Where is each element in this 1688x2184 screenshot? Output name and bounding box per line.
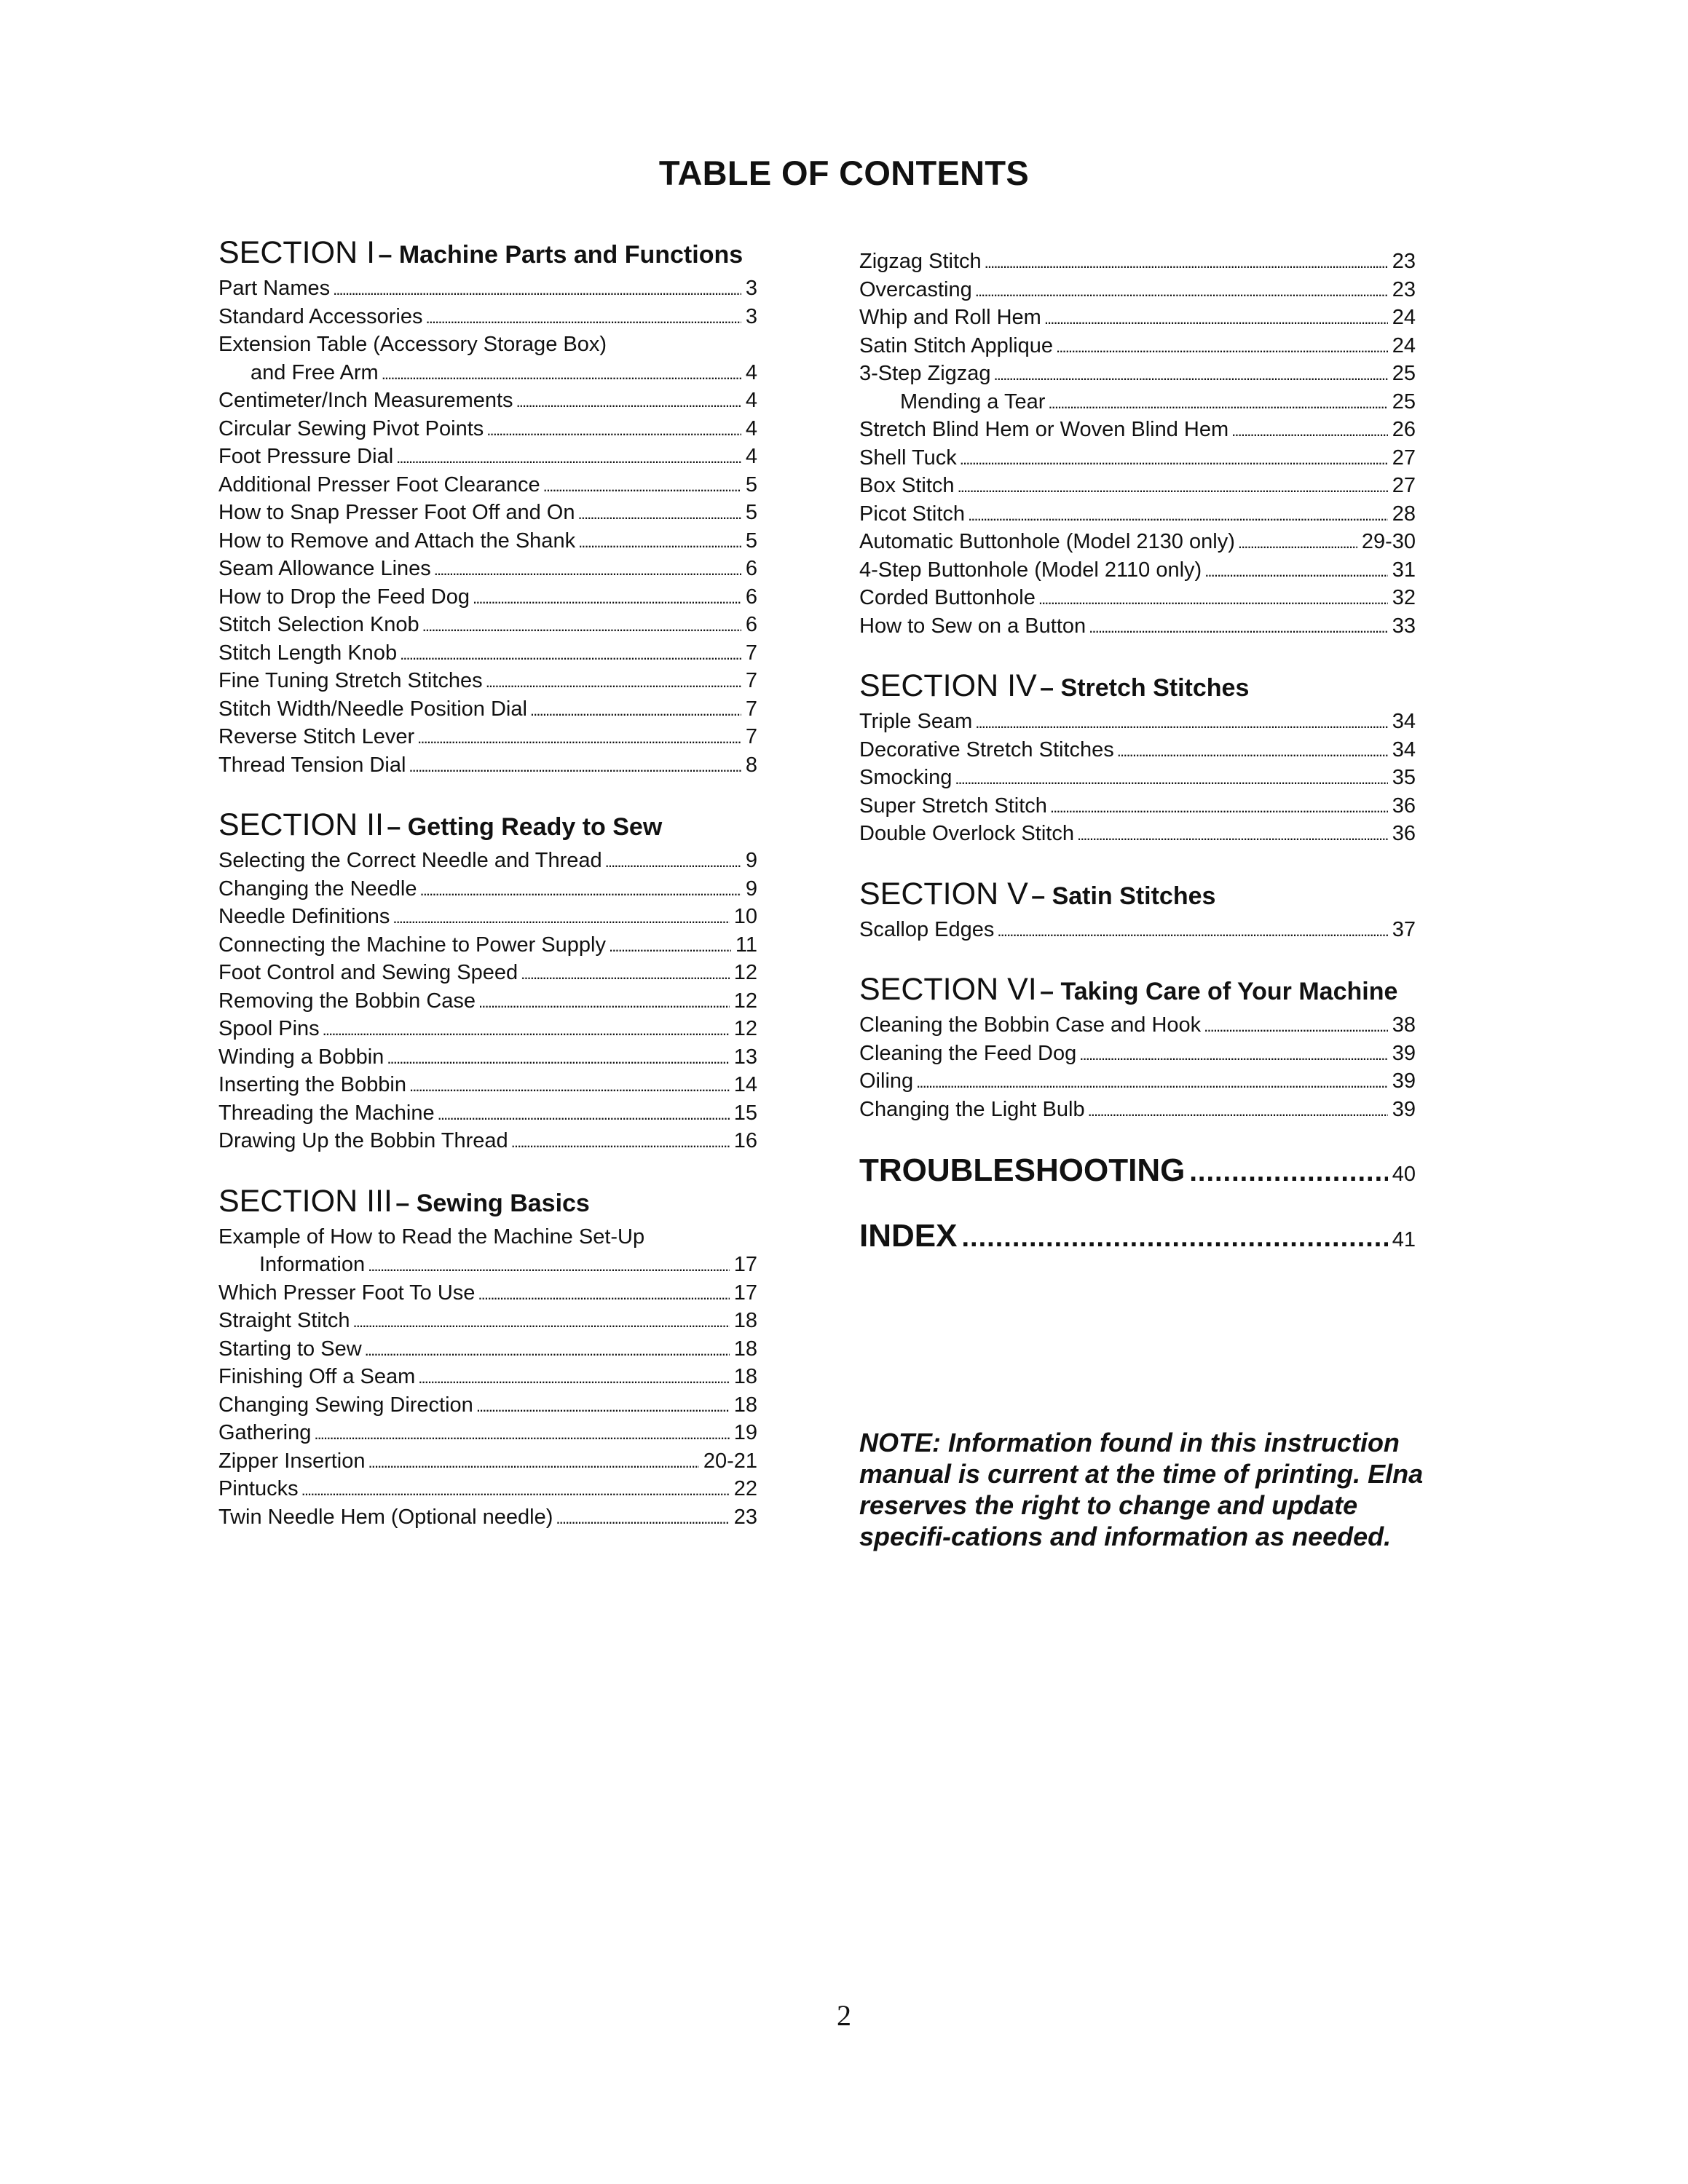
toc-entry-page: 36 [1392,822,1416,845]
toc-entry-page: 6 [745,557,757,580]
toc-entry [859,1067,1416,1096]
toc-entry-label: Automatic Buttonhole (Model 2130 only) [859,530,1235,553]
toc-entry [218,1127,757,1155]
toc-entry-page: 28 [1392,502,1416,526]
toc-entry [218,443,757,471]
toc-entry-label: Thread Tension Dial [218,753,406,777]
dot-leader [382,359,741,389]
toc-entry-page: 25 [1392,389,1416,414]
toc-entry [218,1015,757,1043]
toc-entry-page: 4 [745,360,757,384]
toc-entry-label: Foot Pressure Dial [218,445,394,468]
toc-entry-page: 38 [1392,1013,1416,1037]
dot-leader [1050,792,1388,822]
dot-leader [396,443,741,472]
toc-entry [859,916,1416,944]
dot-leader [916,1067,1388,1097]
toc-entry-label: 4-Step Buttonhole (Model 2110 only) [859,558,1202,582]
toc-entry [218,1419,757,1447]
toc-entry-label: Box Stitch [859,474,955,497]
dot-leader [393,903,729,933]
dot-leader [314,1419,729,1449]
toc-entry-label: Twin Needle Hem (Optional needle) [218,1505,553,1529]
dot-leader [368,1251,730,1281]
toc-entry-page: 4 [745,416,757,440]
toc-entry [859,792,1416,820]
section-5-entries [859,916,1416,944]
toc-entry-label: Spool Pins [218,1017,320,1040]
toc-entry-label: Smocking [859,766,953,789]
toc-entry [859,360,1416,388]
toc-entry-label: Inserting the Bobbin [218,1073,406,1096]
toc-entry-label: and Free Arm [251,360,379,384]
toc-entry-page: 7 [745,641,757,665]
toc-entry [218,499,757,527]
toc-entry [218,1503,757,1532]
toc-entry [218,1447,757,1476]
toc-entry [218,1363,757,1391]
toc-entry-label: How to Remove and Attach the Shank [218,529,576,553]
dot-leader [425,303,741,333]
toc-entry [218,751,757,780]
toc-entry-page: 9 [745,849,757,872]
toc-entry-page: 17 [733,1281,757,1305]
toc-right-column [859,248,1416,1269]
toc-entry-page: 7 [745,669,757,692]
dot-leader [438,1099,730,1129]
toc-entry [218,583,757,612]
toc-entry [859,612,1416,641]
toc-entry-page: 18 [733,1309,757,1332]
toc-entry-label: Cleaning the Bobbin Case and Hook [859,1013,1202,1037]
toc-entry-label: Starting to Sew [218,1337,362,1361]
toc-entry-page: 23 [733,1505,757,1529]
toc-entry-label: Extension Table (Accessory Storage Box) [218,333,607,356]
dot-leader [478,987,730,1017]
toc-entry-label: Foot Control and Sewing Speed [218,961,518,984]
dot-leader [955,764,1387,794]
toc-entry-page: 37 [1392,917,1416,941]
toc-entry [218,723,757,751]
toc-entry [218,1335,757,1364]
toc-entry-page: 31 [1392,558,1416,582]
toc-entry-page: 24 [1392,306,1416,329]
toc-entry-label: How to Sew on a Button [859,614,1086,638]
toc-entry [218,1251,757,1279]
section-6-heading: SECTION VI – Taking Care of Your Machine [859,972,1398,1007]
toc-entry-label: How to Drop the Feed Dog [218,585,470,609]
toc-entry-label: Triple Seam [859,710,973,733]
dot-leader [516,387,741,416]
dot-leader [975,708,1387,737]
dot-leader [419,875,741,905]
toc-entry-page: 9 [745,877,757,901]
toc-entry-page: 14 [733,1073,757,1096]
toc-entry-label: Picot Stitch [859,502,966,526]
section-6-entries [859,1011,1416,1123]
dot-leader [1204,1011,1388,1041]
dot-leader [323,1015,730,1045]
toc-entry [218,555,757,583]
toc-entry-page: 5 [745,472,757,496]
toc-entry-page: 12 [733,1017,757,1040]
toc-entry [218,527,757,555]
toc-entry-page: 39 [1392,1069,1416,1093]
dot-leader [1088,1096,1388,1125]
toc-entry-label: Reverse Stitch Lever [218,725,415,748]
toc-entry-page: 33 [1392,614,1416,638]
toc-entry-label: Selecting the Correct Needle and Thread [218,849,602,872]
dot-leader [486,667,741,697]
toc-entry-page: 32 [1392,586,1416,609]
dot-leader [1079,1040,1387,1069]
toc-entry-label: Stretch Blind Hem or Woven Blind Hem [859,418,1229,441]
toc-entry-label: Removing the Bobbin Case [218,989,476,1013]
toc-entry [218,931,757,960]
section-3-heading: SECTION III – Sewing Basics [218,1183,590,1219]
dot-leader [511,1127,730,1157]
toc-entry [218,847,757,875]
toc-entry-label: Decorative Stretch Stitches [859,737,1114,761]
toc-entry-page: 3 [745,304,757,328]
toc-entry [218,1307,757,1335]
toc-entry [859,388,1416,416]
toc-entry [859,500,1416,529]
toc-entry-page: 7 [745,725,757,748]
toc-entry-label: Circular Sewing Pivot Points [218,416,484,440]
dot-leader [1056,332,1388,362]
toc-entry-label: Stitch Length Knob [218,641,398,665]
toc-entry [218,331,757,359]
toc-entry-page: 5 [745,529,757,553]
toc-entry-page: 6 [745,585,757,609]
toc-entry [859,1011,1416,1040]
dot-leader [301,1475,730,1505]
toc-entry [218,1279,757,1307]
toc-entry-label: Corded Buttonhole [859,586,1036,609]
toc-entry [859,528,1416,556]
dot-leader [368,1447,699,1477]
toc-entry [859,276,1416,304]
toc-entry-page: 15 [733,1101,757,1125]
toc-entry-label: Additional Presser Foot Clearance [218,472,540,496]
dot-leader [1038,584,1388,614]
toc-entry-label: Straight Stitch [218,1309,350,1332]
toc-entry-page: 24 [1392,333,1416,357]
dot-leader [417,723,741,753]
toc-entry-label: Standard Accessories [218,304,423,328]
dot-leader [1077,820,1388,850]
toc-entry [859,472,1416,500]
dot-leader [521,959,730,989]
dot-leader [333,274,741,304]
index-entry: INDEX ..... 41 [859,1203,1416,1269]
toc-entry-page: 5 [745,501,757,524]
dot-leader [1089,612,1388,642]
toc-entry-label: Shell Tuck [859,446,957,470]
toc-entry [859,1096,1416,1124]
toc-entry [218,387,757,415]
dot-leader [409,751,741,781]
toc-entry-label: Satin Stitch Applique [859,333,1054,357]
toc-entry-label: Overcasting [859,277,972,301]
toc-entry-page: 22 [733,1477,757,1500]
toc-entry [218,303,757,331]
toc-entry [218,1475,757,1503]
dot-leader [958,472,1388,502]
toc-entry-page: 6 [745,613,757,636]
toc-entry-page: 39 [1392,1041,1416,1065]
toc-entry-page: 7 [745,697,757,721]
toc-entry [859,332,1416,360]
toc-entry-page: 29-30 [1361,530,1416,553]
toc-entry-page: 13 [733,1045,757,1069]
toc-entry [218,1099,757,1128]
toc-entry-label: Zigzag Stitch [859,250,982,273]
dot-leader [960,444,1388,474]
toc-entry-label: How to Snap Presser Foot Off and On [218,501,575,524]
toc-entry-label: Scallop Edges [859,917,995,941]
toc-entry-label: Drawing Up the Bobbin Thread [218,1129,508,1152]
toc-entry-page: 34 [1392,710,1416,733]
section-5-heading: SECTION V – Satin Stitches [859,876,1216,911]
toc-entry-label: Which Presser Foot To Use [218,1281,476,1305]
section-2-entries [218,847,757,1155]
toc-entry-label: Stitch Selection Knob [218,613,419,636]
section-1-heading: SECTION I – Machine Parts and Functions [218,235,744,270]
toc-entry [859,556,1416,585]
toc-entry-page: 4 [745,389,757,412]
section-3-entries [218,1223,757,1532]
toc-entry-label: Fine Tuning Stretch Stitches [218,669,483,692]
dot-leader [1238,528,1357,558]
toc-entry [859,584,1416,612]
dot-leader [476,1391,730,1421]
toc-entry [859,820,1416,848]
dot-leader [1204,556,1388,586]
toc-entry-label: Oiling [859,1069,914,1093]
toc-entry [218,1391,757,1420]
dot-leader [422,611,741,641]
toc-entry [218,1071,757,1099]
dot-leader [353,1307,730,1337]
dot-leader [400,639,741,669]
toc-left-column [218,237,757,1531]
dot-leader [605,847,741,877]
toc-entry-label: Needle Definitions [218,905,390,928]
dot-leader [418,1363,729,1393]
toc-entry-page: 23 [1392,277,1416,301]
toc-entry [859,416,1416,444]
toc-entry [218,639,757,668]
toc-entry-page: 36 [1392,794,1416,818]
toc-entry-page: 10 [733,905,757,928]
toc-entry-page: 11 [735,933,757,957]
dot-leader [556,1503,729,1533]
section-2-heading: SECTION II – Getting Ready to Sew [218,807,663,842]
page-number: 2 [837,1999,851,2032]
toc-entry-label: Information [259,1253,366,1276]
toc-entry-label: Connecting the Machine to Power Supply [218,933,606,957]
toc-entry-label: Seam Allowance Lines [218,557,431,580]
toc-entry-page: 17 [733,1253,757,1276]
toc-entry-label: Part Names [218,277,331,300]
toc-entry-label: Finishing Off a Seam [218,1365,416,1388]
dot-leader [1231,416,1388,446]
toc-entry-page: 3 [745,277,757,300]
section-1-entries [218,274,757,779]
toc-entry-page: 35 [1392,766,1416,789]
note-text: NOTE: Information found in this instruction manual is current at the time of printing. Elna reserves the right to change and update specifi-cations and information as needed. [859,1428,1424,1551]
dot-leader [968,500,1388,530]
toc-entry-label: Zipper Insertion [218,1449,366,1473]
toc-entry-label: Threading the Machine [218,1101,435,1125]
toc-entry-label: Super Stretch Stitch [859,794,1047,818]
toc-entry [218,1223,757,1251]
toc-entry-page: 39 [1392,1097,1416,1121]
dot-leader [478,1279,729,1309]
toc-entry-label: Double Overlock Stitch [859,822,1074,845]
dot-leader [578,527,741,557]
dot-leader [543,471,741,501]
dot-leader [434,555,741,585]
toc-entry-label: Mending a Tear [900,389,1046,414]
toc-entry [218,903,757,931]
toc-entry-page: 20-21 [703,1449,757,1473]
toc-entry-label: Pintucks [218,1477,299,1500]
toc-entry [859,708,1416,736]
toc-entry-page: 23 [1392,250,1416,273]
toc-entry-page: 18 [733,1365,757,1388]
toc-entry [859,764,1416,792]
dot-leader [997,916,1387,946]
toc-entry-label: Centimeter/Inch Measurements [218,389,513,412]
section-4-entries [859,708,1416,848]
toc-entry-label: Cleaning the Feed Dog [859,1041,1077,1065]
toc-entry-label: Changing the Light Bulb [859,1097,1085,1121]
toc-entry [218,471,757,499]
toc-entry [218,611,757,639]
toc-entry [218,274,757,303]
toc-entry-label: Whip and Roll Hem [859,306,1041,329]
toc-entry-page: 25 [1392,362,1416,385]
troubleshooting-entry: TROUBLESHOOTING ..... 40 [859,1138,1416,1203]
toc-entry [859,248,1416,276]
toc-entry-page: 18 [733,1393,757,1417]
toc-entry-page: 16 [733,1129,757,1152]
toc-entry [218,667,757,695]
toc-entry [218,1043,757,1072]
section-4-heading: SECTION IV – Stretch Stitches [859,668,1250,703]
toc-entry-label: Changing the Needle [218,877,417,901]
dot-leader [1117,736,1388,766]
dot-leader [1044,304,1388,333]
dot-leader [609,931,731,961]
toc-entry-page: 18 [733,1337,757,1361]
toc-entry-label: 3-Step Zigzag [859,362,991,385]
toc-entry-page: 27 [1392,446,1416,470]
toc-entry-page: 12 [733,989,757,1013]
section-3-continued-entries [859,248,1416,640]
dot-leader [994,360,1388,389]
dot-leader [530,695,741,725]
dot-leader [486,415,741,445]
toc-entry-label: Stitch Width/Needle Position Dial [218,697,527,721]
toc-entry [218,875,757,903]
toc-entry-label: Winding a Bobbin [218,1045,384,1069]
dot-leader [409,1071,730,1101]
toc-entry [859,1040,1416,1068]
toc-entry [218,987,757,1016]
dot-leader [365,1335,730,1365]
dot-leader [985,248,1388,277]
toc-entry [218,415,757,443]
toc-entry [218,359,757,387]
dot-leader [975,276,1388,306]
dot-leader [1048,388,1387,418]
toc-entry [859,444,1416,472]
toc-entry-label: Example of How to Read the Machine Set-Up [218,1224,645,1249]
dot-leader [473,583,741,613]
toc-entry-page: 27 [1392,474,1416,497]
toc-entry-page: 34 [1392,737,1416,761]
toc-entry [859,304,1416,332]
dot-leader [578,499,741,529]
toc-entry-page: 4 [745,445,757,468]
toc-entry [218,959,757,987]
toc-entry-page: 26 [1392,418,1416,441]
toc-entry-page: 8 [745,753,757,777]
toc-entry-label: Gathering [218,1421,312,1444]
toc-entry-page: 19 [733,1421,757,1444]
toc-entry-label: Changing Sewing Direction [218,1393,473,1417]
page-title: TABLE OF CONTENTS [658,154,1030,192]
toc-entry [218,695,757,724]
toc-entry-page: 12 [733,961,757,984]
dot-leader [387,1043,729,1073]
toc-entry [859,736,1416,764]
